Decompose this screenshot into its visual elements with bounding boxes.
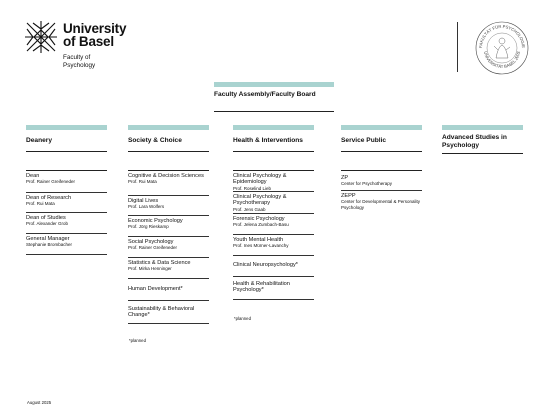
list-item: Cognitive & Decision Sciences Prof. Rui Mata [128,171,209,196]
footer-date: August 2025 [27,400,52,405]
svg-text:UNIVERSITÄT BASEL 2003 [483,50,521,69]
list-item: Youth Mental Health Prof. Ines Mürner-Lavanchy [233,235,314,256]
column-advanced-studies [442,125,523,154]
list-item: Dean of Studies Prof. Alexander Grob [26,213,107,234]
svg-text:FAKULTÄT FÜR PSYCHOLOGIE [478,24,526,48]
list-item: Economic Psychology Prof. Jörg Rieskamp [128,216,209,237]
university-name: University of Basel [63,21,127,49]
header-divider [457,22,458,72]
list-item: Human Development* [128,279,209,301]
faculty-name: Faculty of Psychology [63,54,96,69]
faculty-board-box [214,82,334,112]
column-title: Advanced Studies in Psychology [442,130,523,154]
column-title: Health & Interventions [233,130,314,152]
list-item: Clinical Psychology & Epidemiology Prof. Roselind Lieb [233,171,314,192]
seal-text-bottom: UNIVERSITÄT BASEL 2003 [483,50,521,70]
list-item: Dean of Research Prof. Rui Mata [26,193,107,213]
column-health-interventions [233,125,314,300]
column-title: Service Public [341,130,422,152]
faculty-board-title: Faculty Assembly/Faculty Board [214,87,334,112]
seal-text-top: FAKULTÄT FÜR PSYCHOLOGIE [477,23,527,49]
column-deanery [26,125,107,255]
basel-logo-icon [24,20,58,54]
list-item: General Manager Stephanie Brombacher [26,234,107,255]
column-society-choice [128,125,209,324]
list-item: Clinical Neuropsychology* [233,256,314,277]
planned-note: *planned [234,316,251,321]
university-logo [24,20,144,80]
list-item: Sustainability & Behavioral Change* [128,301,209,324]
planned-note: *planned [129,338,146,343]
list-item: ZP Center for Psychotherapy [341,171,422,191]
list-item: Digital Lives Prof. Lara Wolfers [128,196,209,216]
list-item: Clinical Psychology & Psychotherapy Prof. Jens Gaab [233,192,314,214]
column-title: Society & Choice [128,130,209,152]
list-item: Statistics & Data Science Prof. Mirka Henninger [128,258,209,279]
faculty-seal-icon [474,20,530,76]
list-item: Health & Rehabilitation Psychology* [233,277,314,300]
column-title: Deanery [26,130,107,152]
list-item: Dean Prof. Rainer Greifeneder [26,171,107,193]
list-item: ZEPP Center for Developmental & Personality Psychology [341,193,421,210]
list-item: Forensic Psychology Prof. Jelena Zumbach-Basu [233,214,314,235]
list-item: Social Psychology Prof. Rainer Greifeneder [128,237,209,258]
column-service-public [341,125,422,217]
